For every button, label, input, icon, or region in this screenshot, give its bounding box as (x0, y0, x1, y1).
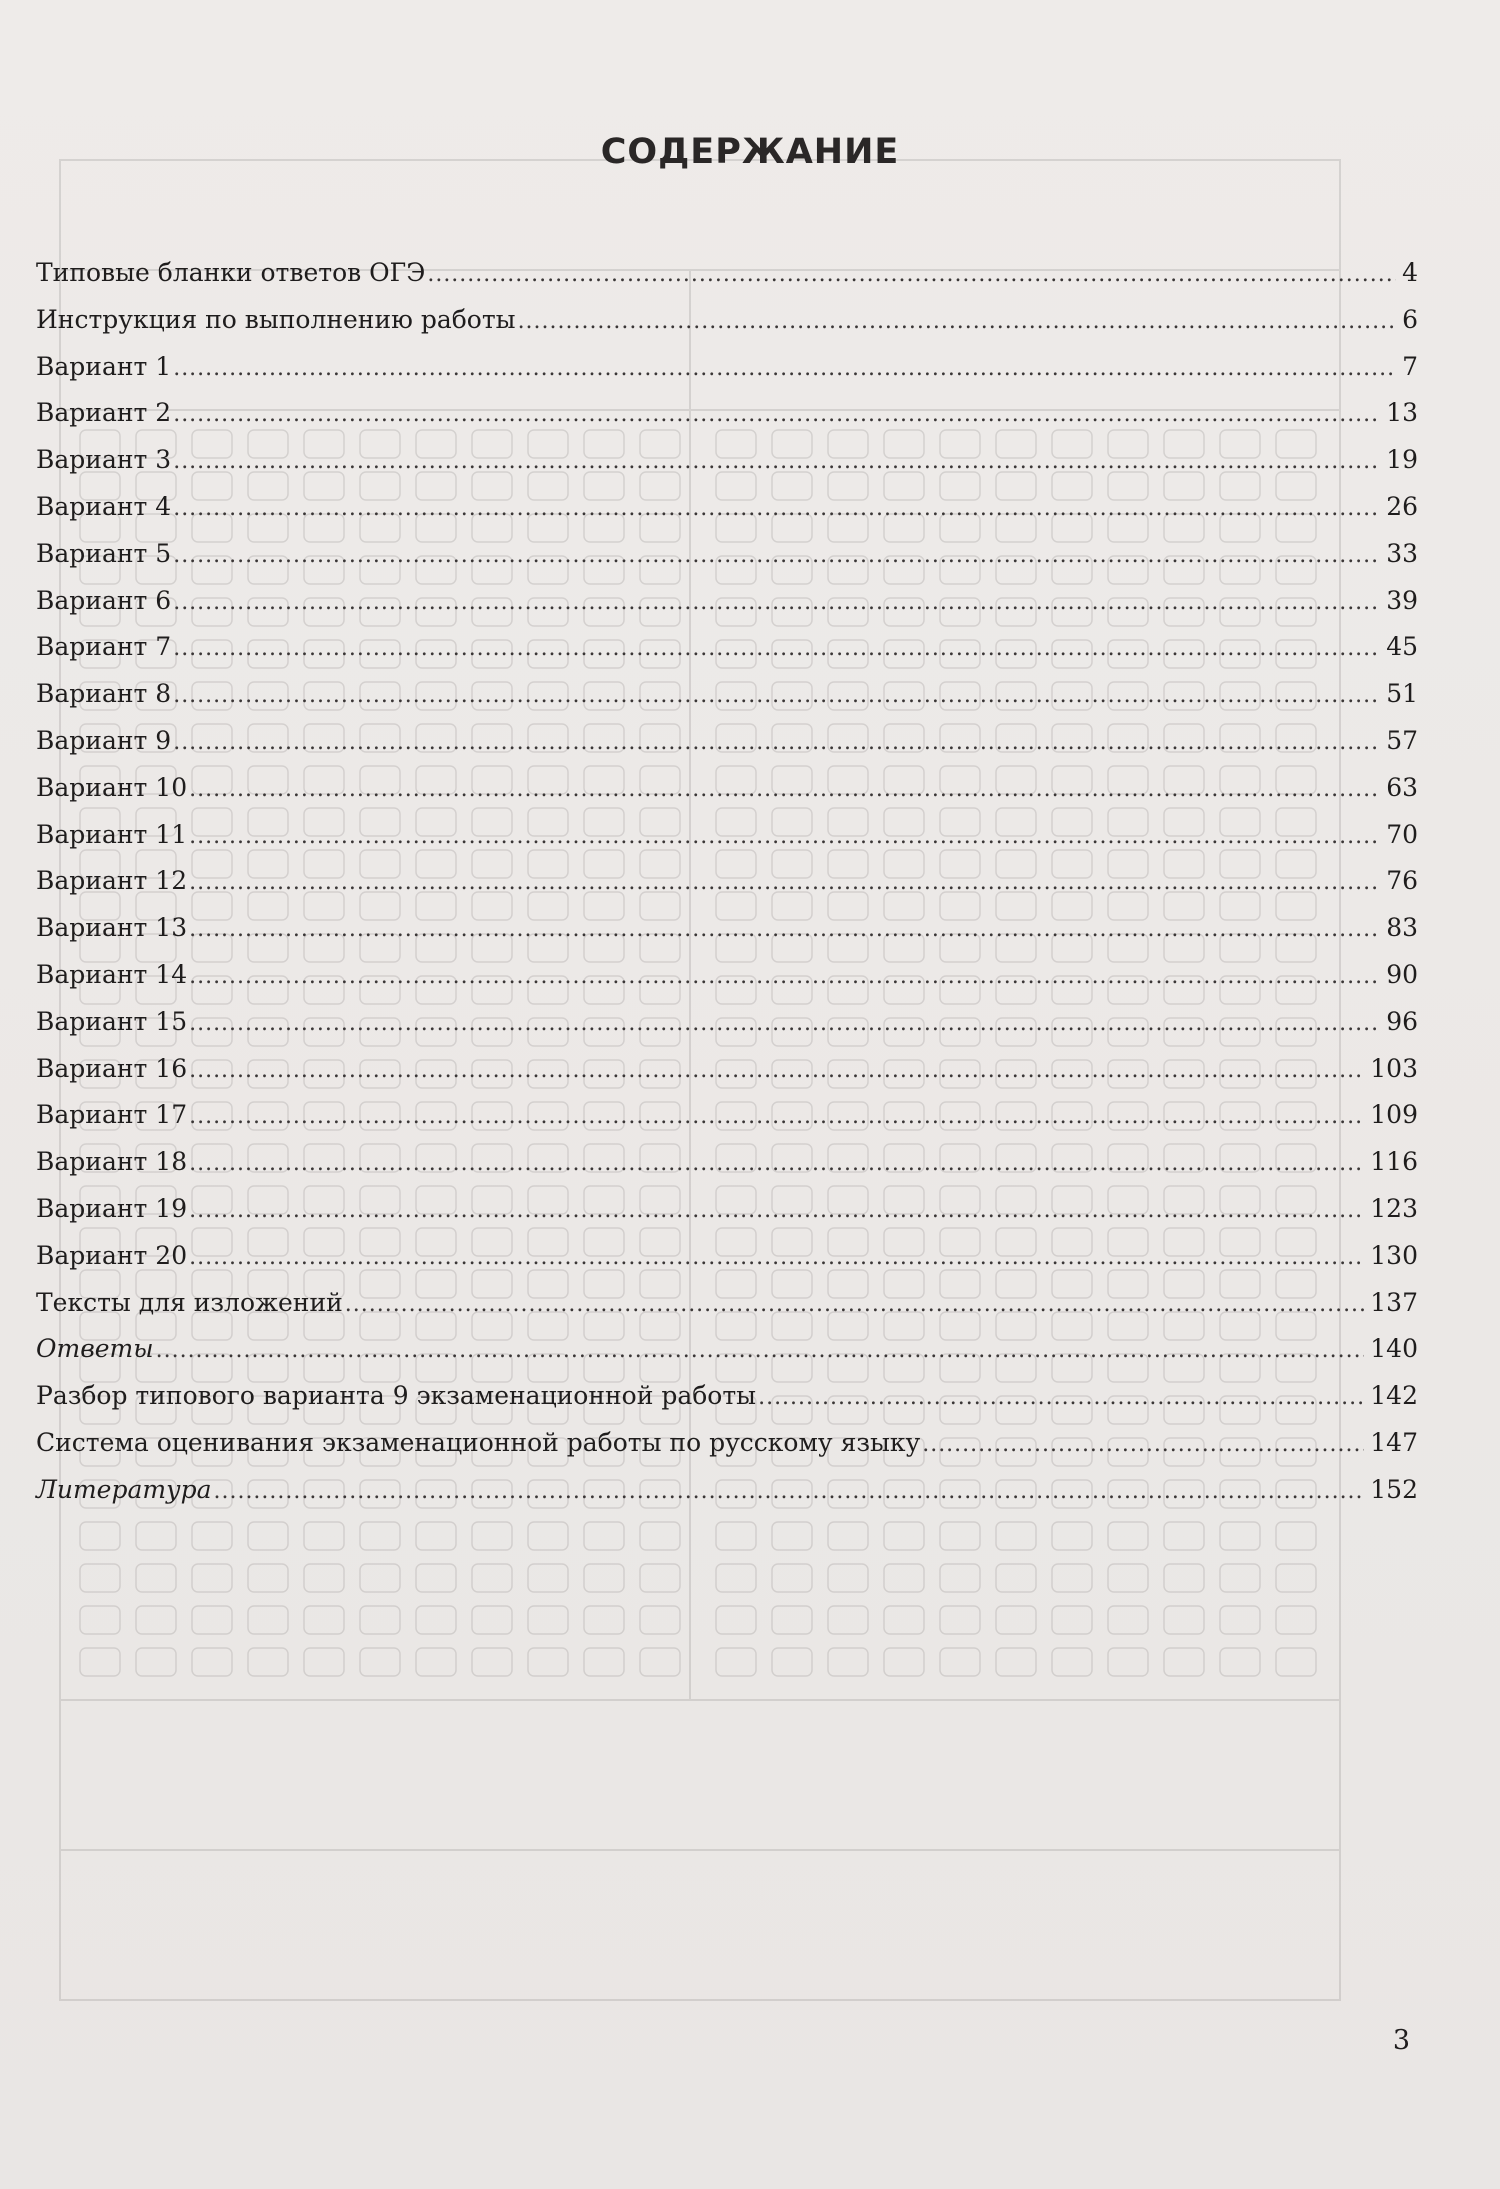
toc-entry-label: Вариант 20 (36, 1240, 188, 1270)
toc-entry-label: Литература (36, 1474, 212, 1504)
toc-dot-leader (345, 1282, 1365, 1329)
toc-entry-label: Вариант 16 (36, 1053, 188, 1083)
toc-dot-leader (173, 392, 1380, 439)
toc-entry-page: 39 (1386, 585, 1418, 615)
toc-entry[interactable] (36, 1280, 1418, 1327)
toc-entry[interactable] (36, 578, 1418, 625)
toc-entry-page: 147 (1370, 1427, 1418, 1457)
toc-dot-leader (189, 1141, 1364, 1188)
toc-dot-leader (173, 346, 1396, 393)
toc-entry[interactable] (36, 484, 1418, 531)
toc-entry[interactable] (36, 1186, 1418, 1233)
toc-entry-label: Вариант 1 (36, 351, 172, 381)
toc-dot-leader (189, 1048, 1364, 1095)
toc-entry-page: 76 (1386, 866, 1418, 896)
toc-entry-label: Система оценивания экзаменационной работы по русскому языку (36, 1427, 921, 1457)
toc-entry[interactable] (36, 952, 1418, 999)
toc-entry-label: Вариант 4 (36, 491, 172, 521)
toc-entry-page: 45 (1386, 632, 1418, 662)
toc-entry-label: Вариант 5 (36, 538, 172, 568)
toc-entry-label: Вариант 18 (36, 1147, 188, 1177)
toc-dot-leader (518, 299, 1397, 346)
toc-entry[interactable] (36, 531, 1418, 578)
toc-entry[interactable] (36, 905, 1418, 952)
toc-entry-page: 137 (1370, 1287, 1418, 1317)
toc-dot-leader (173, 673, 1380, 720)
toc-entry-page: 152 (1370, 1474, 1418, 1504)
toc-dot-leader (427, 252, 1396, 299)
toc-entry-label: Вариант 19 (36, 1193, 188, 1223)
toc-entry[interactable] (36, 1092, 1418, 1139)
toc-entry-page: 103 (1370, 1053, 1418, 1083)
toc-entry[interactable] (36, 765, 1418, 812)
toc-entry-label: Типовые бланки ответов ОГЭ (36, 258, 426, 287)
toc-entry[interactable] (36, 858, 1418, 905)
toc-entry[interactable] (36, 1233, 1418, 1280)
toc-entry-label: Вариант 2 (36, 398, 172, 428)
toc-dot-leader (189, 1094, 1364, 1141)
toc-entry-page: 26 (1386, 491, 1418, 521)
toc-entry-label: Вариант 8 (36, 679, 172, 709)
toc-dot-leader (189, 814, 1380, 861)
toc-entry-page: 123 (1370, 1193, 1418, 1223)
toc-entry-label: Вариант 11 (36, 819, 188, 849)
toc-entry[interactable] (36, 999, 1418, 1046)
toc-dot-leader (189, 860, 1380, 907)
toc-dot-leader (189, 767, 1380, 814)
toc-entry-label: Вариант 7 (36, 632, 172, 662)
toc-entry-page: 130 (1370, 1240, 1418, 1270)
toc-dot-leader (189, 1235, 1364, 1282)
toc-entry[interactable] (36, 250, 1418, 297)
toc-dot-leader (214, 1469, 1365, 1516)
toc-entry-label: Ответы (36, 1334, 154, 1364)
toc-entry-label: Инструкция по выполнению работы (36, 304, 516, 334)
toc-entry[interactable] (36, 624, 1418, 671)
toc-entry-page: 140 (1370, 1334, 1418, 1364)
toc-entry[interactable] (36, 390, 1418, 437)
toc-entry-label: Вариант 15 (36, 1006, 188, 1036)
page-number: 3 (1392, 2025, 1410, 2056)
toc-entry-label: Вариант 14 (36, 959, 188, 989)
toc-entry-page: 13 (1386, 398, 1418, 428)
toc-entry-label: Вариант 3 (36, 445, 172, 475)
toc-entry[interactable] (36, 1326, 1418, 1373)
toc-entry-page: 6 (1402, 304, 1418, 334)
toc-dot-leader (189, 1188, 1364, 1235)
toc-entry-page: 70 (1386, 819, 1418, 849)
toc-entry[interactable] (36, 297, 1418, 344)
toc-entry-label: Вариант 9 (36, 725, 172, 755)
toc-entry[interactable] (36, 1420, 1418, 1467)
toc-dot-leader (189, 1001, 1380, 1048)
toc-entry-page: 116 (1370, 1147, 1418, 1177)
toc-entry[interactable] (36, 1139, 1418, 1186)
toc-dot-leader (173, 626, 1380, 673)
toc-entry-page: 33 (1386, 538, 1418, 568)
toc-dot-leader (173, 580, 1380, 627)
toc-entry[interactable] (36, 718, 1418, 765)
toc-dot-leader (173, 486, 1380, 533)
toc-entry-page: 90 (1386, 959, 1418, 989)
toc-entry-label: Разбор типового варианта 9 экзаменационной работы (36, 1381, 757, 1411)
table-of-contents (36, 250, 1418, 1514)
toc-entry-page: 142 (1370, 1381, 1418, 1411)
toc-entry[interactable] (36, 1467, 1418, 1514)
toc-entry-page: 96 (1386, 1006, 1418, 1036)
toc-entry[interactable] (36, 437, 1418, 484)
toc-dot-leader (922, 1422, 1364, 1469)
toc-dot-leader (189, 907, 1380, 954)
toc-entry-page: 51 (1386, 679, 1418, 709)
toc-entry-page: 83 (1386, 913, 1418, 943)
toc-dot-leader (173, 533, 1380, 580)
toc-dot-leader (758, 1375, 1364, 1422)
toc-entry-label: Вариант 17 (36, 1100, 188, 1130)
toc-entry-label: Тексты для изложений (36, 1287, 343, 1317)
toc-entry-page: 57 (1386, 725, 1418, 755)
toc-entry-label: Вариант 6 (36, 585, 172, 615)
toc-dot-leader (189, 954, 1380, 1001)
toc-dot-leader (173, 439, 1380, 486)
toc-entry-page: 7 (1402, 351, 1418, 381)
toc-entry-page: 109 (1370, 1100, 1418, 1130)
toc-dot-leader (156, 1328, 1365, 1375)
toc-dot-leader (173, 720, 1380, 767)
toc-entry[interactable] (36, 671, 1418, 718)
toc-entry[interactable] (36, 1373, 1418, 1420)
toc-entry-page: 19 (1386, 445, 1418, 475)
toc-entry-page: 4 (1402, 258, 1418, 287)
toc-entry[interactable] (36, 1046, 1418, 1093)
contents-title: СОДЕРЖАНИЕ (600, 132, 900, 172)
toc-entry-label: Вариант 12 (36, 866, 188, 896)
toc-entry[interactable] (36, 344, 1418, 391)
toc-entry-label: Вариант 13 (36, 913, 188, 943)
toc-entry-page: 63 (1386, 772, 1418, 802)
toc-entry-label: Вариант 10 (36, 772, 188, 802)
toc-entry[interactable] (36, 812, 1418, 859)
